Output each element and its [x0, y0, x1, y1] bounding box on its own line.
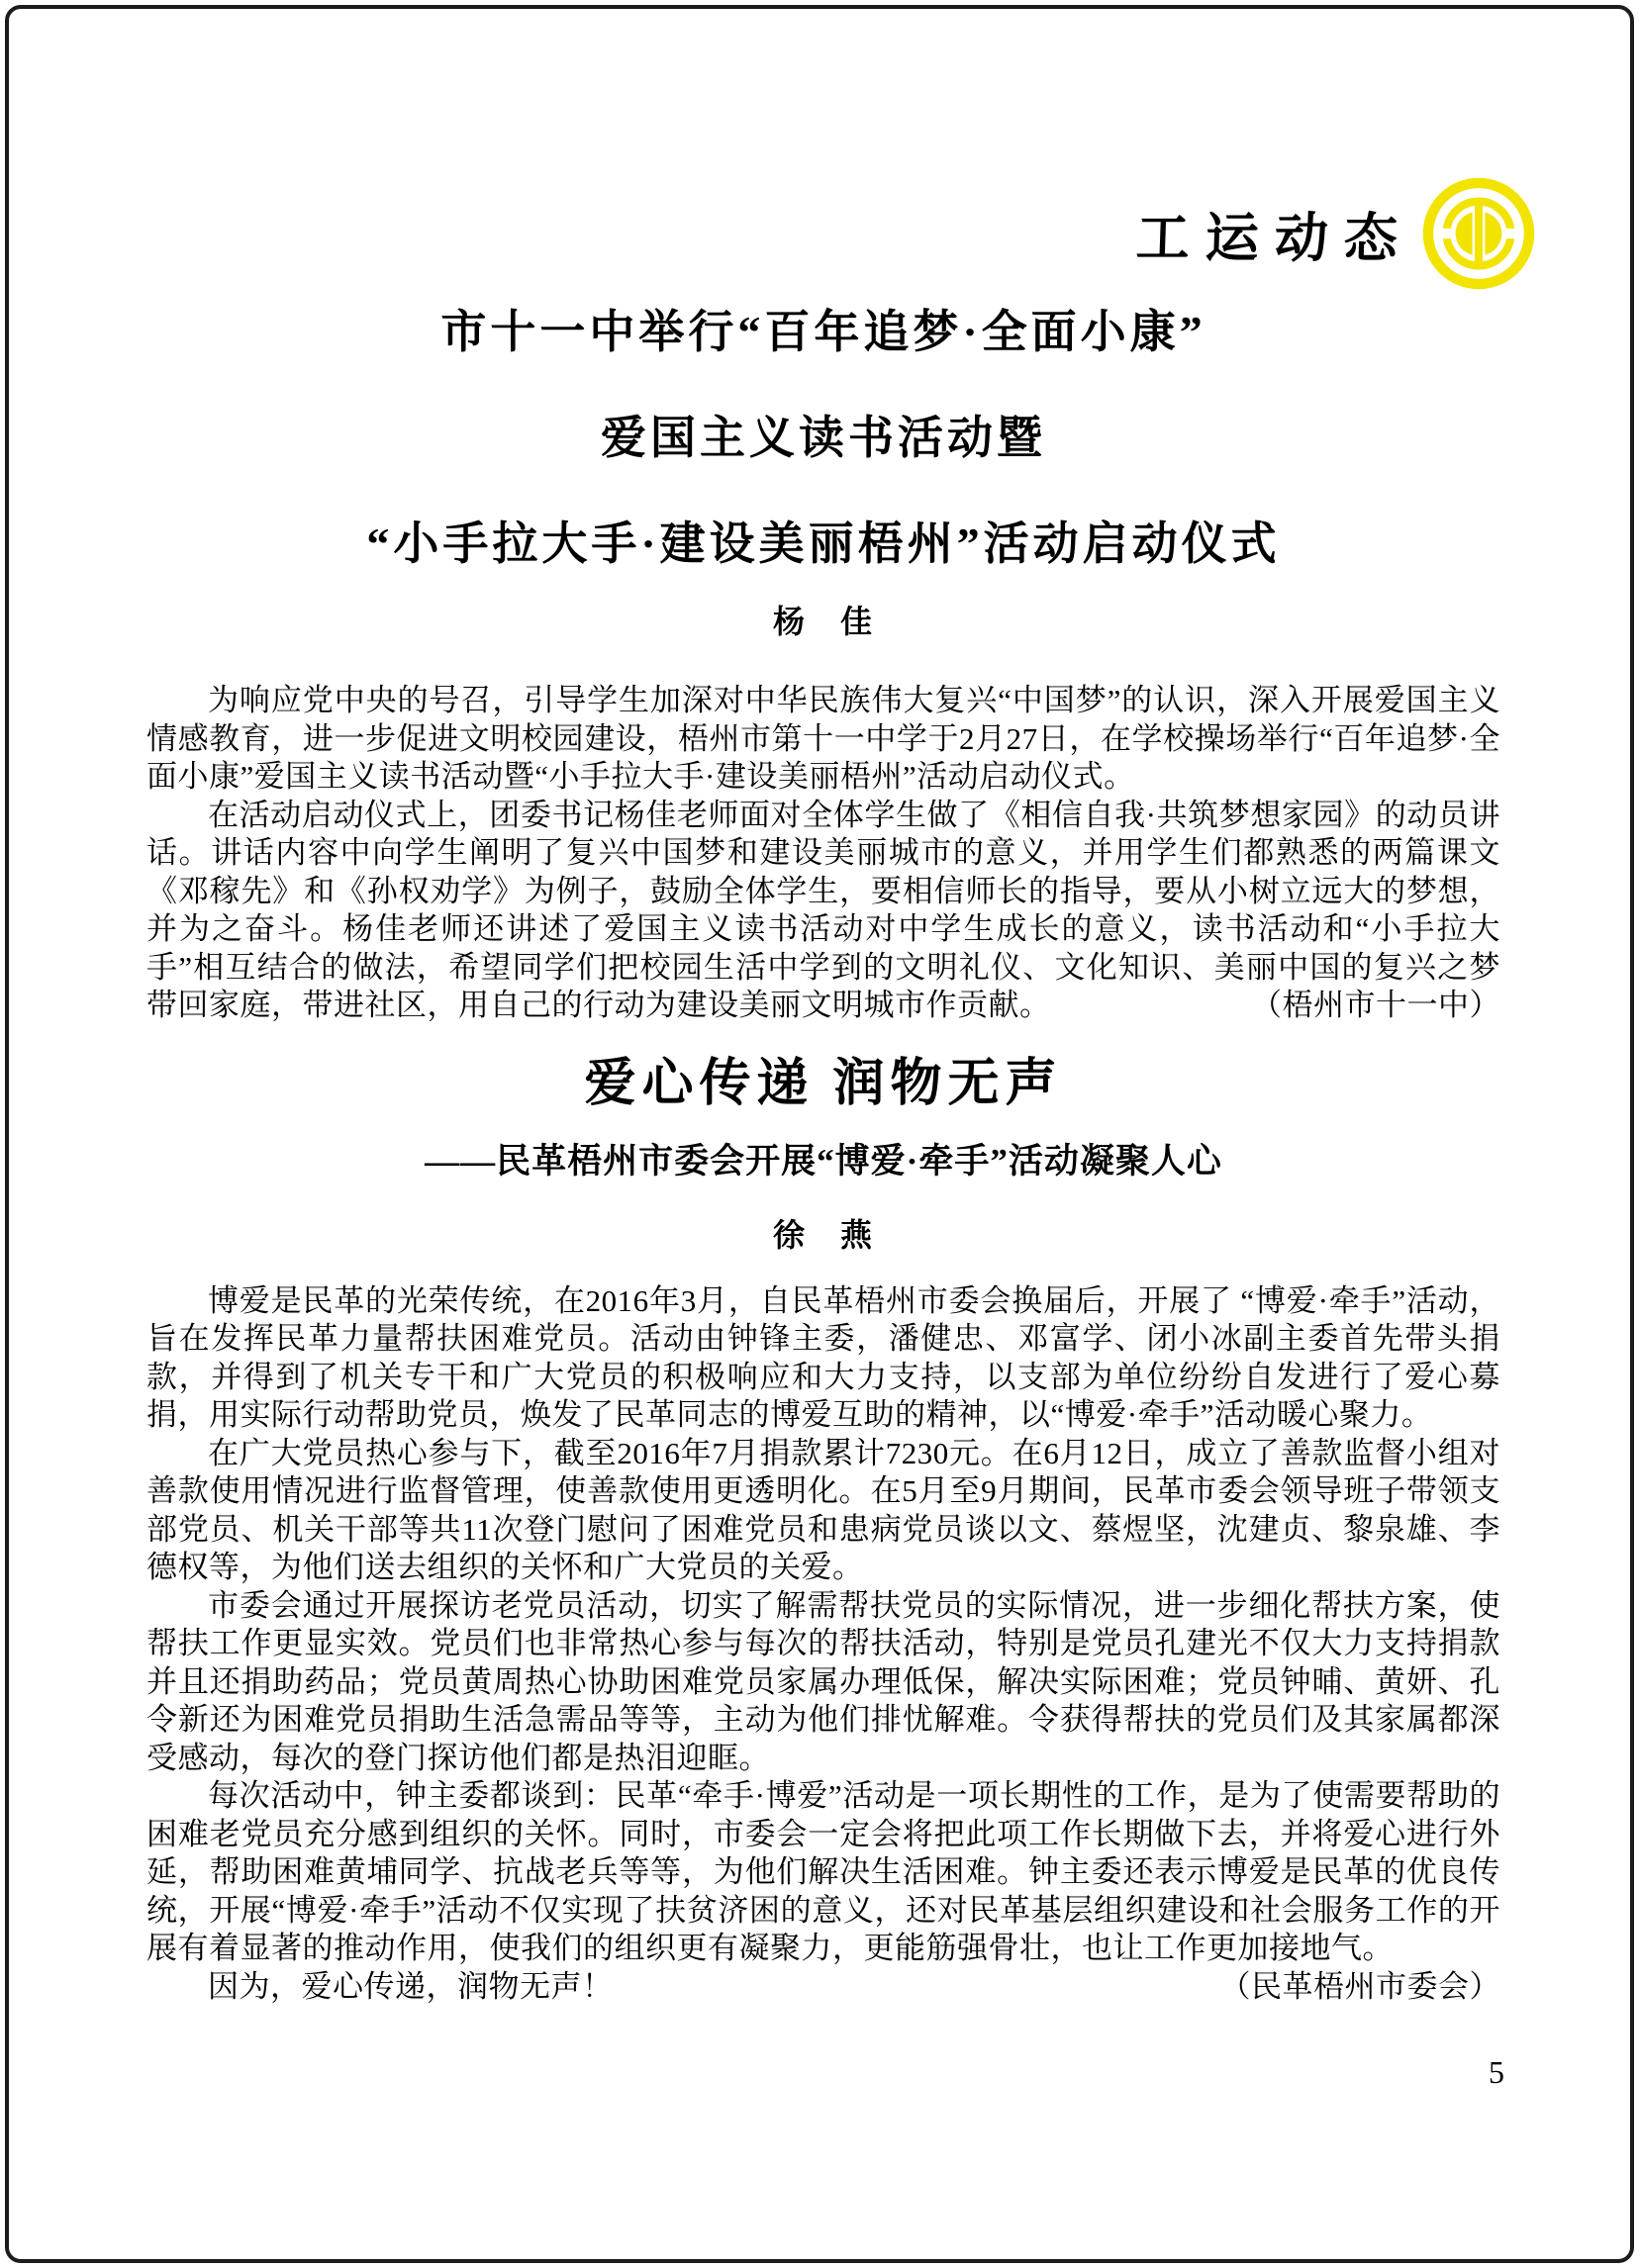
paragraph-text: 博爱是民革的光荣传统，在2016年3月，自民革梧州市委会换届后，开展了 “博爱·牵手”活动，旨在发挥民革力量帮扶困难党员。活动由钟锋主委，潘健忠、邓富学、闭小冰副主委首先带头捐款，并得到了机关专干和广大党员的积极响应和大力支持，以支部为单位纷纷自发进行了爱心募捐，用实际行动帮助党员，焕发了民革同志的博爱互助的精神，以“博爱·牵手”活动暖心聚力。: [146, 1282, 1500, 1432]
article1-title-line2: 爱国主义读书活动暨: [601, 413, 1046, 463]
article2-subtitle: ——民革梧州市委会开展“博爱·牵手”活动凝聚人心: [425, 1141, 1222, 1181]
page-number: 5: [1489, 2054, 1504, 2090]
masthead-title: 工运动态: [1134, 208, 1414, 268]
article1-title-line1: 市十一中举行“百年追梦·全面小康”: [440, 307, 1206, 357]
paragraph-text: 为响应党中央的号召，引导学生加深对中华民族伟大复兴“中国梦”的认识，深入开展爱国主义情感教育，进一步促进文明校园建设，梧州市第十一中学于2月27日，在学校操场举行“百年追梦·全面小康”爱国主义读书活动暨“小手拉大手·建设美丽梧州”活动启动仪式。: [146, 683, 1500, 794]
article2-paragraph-2: [146, 1435, 1500, 1587]
paragraph-text: 在活动启动仪式上，团委书记杨佳老师面对全体学生做了《相信自我·共筑梦想家园》的动员讲话。讲话内容中向学生阐明了复兴中国梦和建设美丽城市的意义，并用学生们都熟悉的两篇课文《邓稼先》和《孙权劝学》为例子，鼓励全体学生，要相信师长的指导，要从小树立远大的梦想，并为之奋斗。杨佳老师还讲述了爱国主义读书活动对中学生成长的意义，读书活动和“小手拉大手”相互结合的做法，希望同学们把校园生活中学到的文明礼仪、文化知识、美丽中国的复兴之梦带回家庭，带进社区，用自己的行动为建设美丽文明城市作贡献。: [146, 797, 1500, 1022]
article1-title-line3: “小手拉大手·建设美丽梧州”活动启动仪式: [366, 519, 1281, 569]
article2-attribution: （民革梧州市委会）: [1219, 1968, 1500, 2004]
article1-author: 杨 佳: [772, 604, 874, 639]
article1-paragraph-2: [146, 797, 1500, 1025]
paragraph-text: 市委会通过开展探访老党员活动，切实了解需帮扶党员的实际情况，进一步细化帮扶方案，使帮扶工作更显实效。党员们也非常热心参与每次的帮扶活动，特别是党员孔建光不仅大力支持捐款并且还捐助药品；党员黄周热心协助困难党员家属办理低保，解决实际困难；党员钟晡、黄妍、孔令新还为困难党员捐助生活急需品等等，主动为他们排忧解难。令获得帮扶的党员们及其家属都深受感动，每次的登门探访他们都是热泪迎眶。: [146, 1587, 1500, 1775]
article2-paragraph-1: [146, 1282, 1500, 1435]
paragraph-text: 在广大党员热心参与下，截至2016年7月捐款累计7230元。在6月12日，成立了善款监督小组对善款使用情况进行监督管理，使善款使用更透明化。在5月至9月期间，民革市委会领导班子带领支部党员、机关干部等共11次登门慰问了困难党员和患病党员谈以文、蔡煜坚，沈建贞、黎泉雄、李德权等，为他们送去组织的关怀和广大党员的关爱。: [146, 1435, 1500, 1584]
article2-body: [146, 1282, 1500, 2007]
paragraph-text: 每次活动中，钟主委都谈到：民革“牵手·博爱”活动是一项长期性的工作，是为了使需要帮助的困难老党员充分感到组织的关怀。同时，市委会一定会将把此项工作长期做下去，并将爱心进行外延，帮助困难黄埔同学、抗战老兵等等，为他们解决生活困难。钟主委还表示博爱是民革的优良传统，开展“博爱·牵手”活动不仅实现了扶贫济困的意义，还对民革基层组织建设和社会服务工作的开展有着显著的推动作用，使我们的组织更有凝聚力，更能筋强骨壮，也让工作更加接地气。: [146, 1778, 1500, 1965]
article2-paragraph-4: [146, 1777, 1500, 1968]
article1-body: [146, 682, 1500, 1025]
article2-paragraph-3: [146, 1587, 1500, 1778]
article2-title: 爱心传递 润物无声: [584, 1055, 1063, 1112]
article2-paragraph-5: [146, 1968, 1500, 2007]
paragraph-text: 因为，爱心传递，润物无声！: [208, 1968, 614, 2004]
article1-attribution: （梧州市十一中）: [1251, 988, 1500, 1022]
article2-author: 徐 燕: [772, 1216, 874, 1253]
page-content: [146, 0, 1500, 2006]
article1-title: [146, 0, 1500, 597]
article1-paragraph-1: [146, 682, 1500, 797]
